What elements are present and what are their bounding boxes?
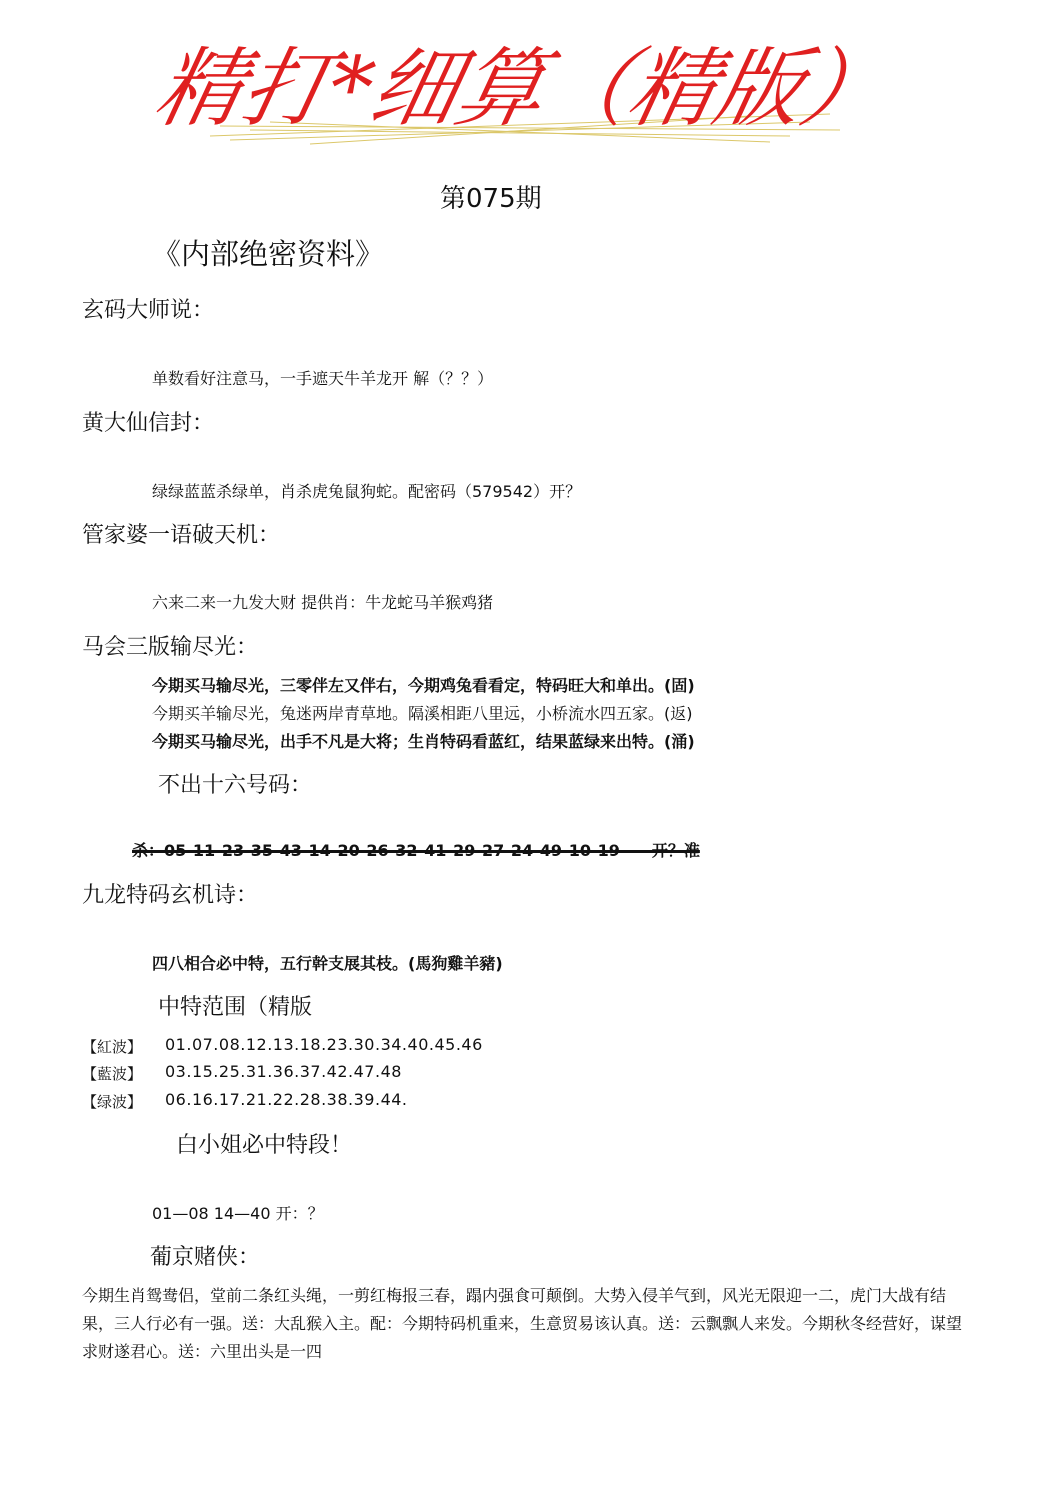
banner-text: 精打*细算（精版）	[146, 37, 900, 139]
blue-wave-numbers: 03.15.25.31.36.37.42.47.48	[165, 1062, 402, 1081]
dragon-heading: 九龙特码玄机诗：	[82, 883, 259, 908]
butler-heading: 管家婆一语破天机：	[82, 523, 281, 548]
huang-line: 绿绿蓝蓝杀绿单，肖杀虎兔鼠狗蛇。配密码（579542）开？	[152, 482, 582, 501]
banner-graphic	[146, 18, 900, 148]
range-heading: 中特范围（精版	[158, 995, 313, 1020]
jockey-line-2: 今期买羊输尽光，兔迷两岸青草地。隔溪相距八里远，小桥流水四五家。(返)	[152, 704, 693, 723]
butler-line: 六来二来一九发大财 提供肖：牛龙蛇马羊猴鸡猪	[152, 593, 494, 612]
sixteen-heading: 不出十六号码：	[158, 773, 313, 798]
jockey-heading: 马会三版输尽光：	[82, 635, 259, 660]
sixteen-line: 杀：05-11-23-35-43-14-20-26-32-41-29-27-24-49-10-19——开？准	[132, 841, 700, 860]
blue-wave-label: 【藍波】	[82, 1065, 143, 1083]
red-wave-numbers: 01.07.08.12.13.18.23.30.34.40.45.46	[165, 1035, 483, 1054]
banner-logo	[146, 18, 900, 148]
macau-heading: 葡京赌侠：	[150, 1245, 261, 1270]
master-line: 单数看好注意马，一手遮天牛羊龙开 解（？？）	[152, 369, 494, 388]
master-heading: 玄码大师说：	[82, 298, 215, 323]
miss-bai-line: 01—08 14—40 开：？	[152, 1204, 324, 1223]
dragon-line: 四八相合必中特，五行幹支展其枝。(馬狗雞羊豬)	[152, 954, 503, 973]
document-title: 《内部绝密资料》	[152, 237, 385, 271]
jockey-line-1: 今期买马输尽光，三零伴左又伴右，今期鸡兔看看定，特码旺大和单出。(固)	[152, 676, 695, 695]
miss-bai-heading: 白小姐必中特段！	[176, 1133, 353, 1158]
green-wave-numbers: 06.16.17.21.22.28.38.39.44.	[165, 1090, 408, 1109]
red-wave-label: 【紅波】	[82, 1038, 143, 1056]
green-wave-label: 【绿波】	[82, 1093, 143, 1111]
huang-heading: 黄大仙信封：	[82, 411, 215, 436]
issue-number: 第075期	[440, 184, 542, 214]
macau-paragraph: 今期生肖鸳鸯侣，堂前二条红头绳，一剪红梅报三春，蹋内强食可颠倒。大势入侵羊气到，风光无限迎一二，虎门大战有结果，三人行必有一强。送：大乱猴入主。配：今期特码机重来，生意贸易该认真。送：云飘飘人来发。今期秋冬经营好，谋望求财遂君心。送：六里出头是一四	[82, 1286, 963, 1361]
jockey-line-3: 今期买马输尽光，出手不凡是大将；生肖特码看蓝红，结果蓝绿来出特。(涌)	[152, 732, 695, 751]
